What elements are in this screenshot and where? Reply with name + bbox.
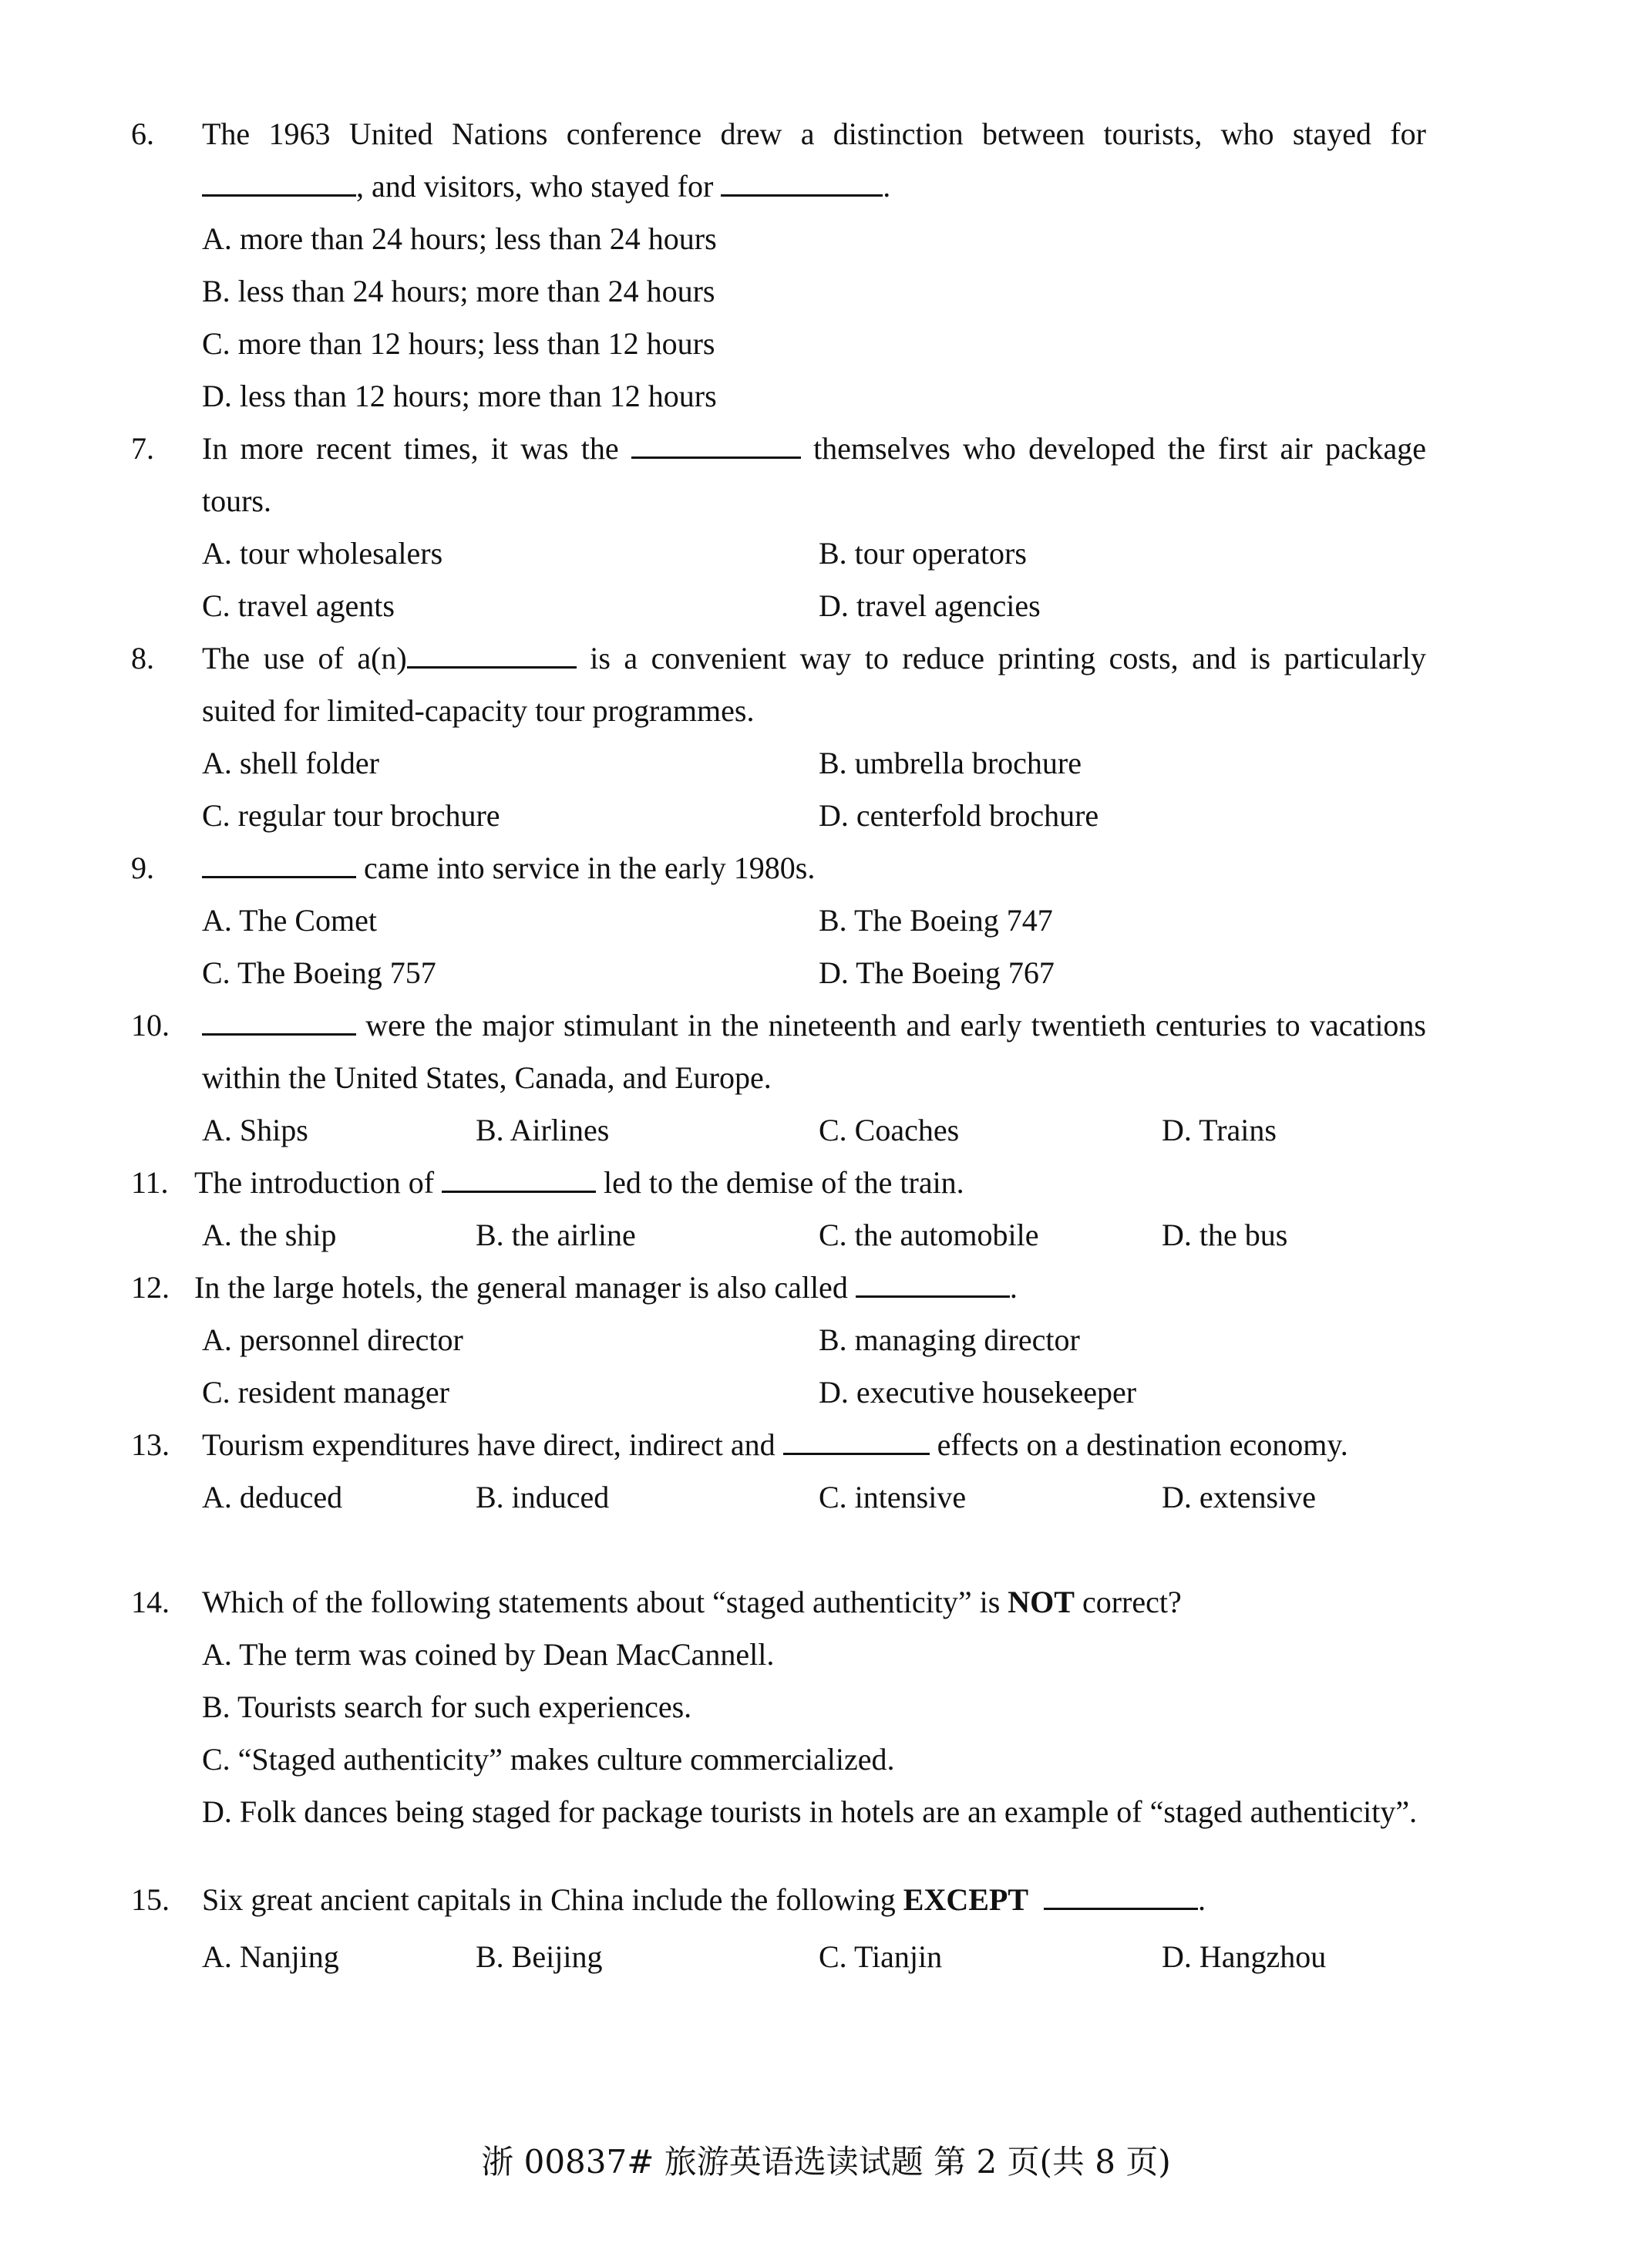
options: [202, 1471, 1426, 1524]
option-d: D. travel agencies: [819, 588, 1041, 623]
question-number: 11.: [131, 1165, 169, 1200]
answer-blank: [407, 643, 577, 669]
question-stem: The 1963 United Nations conference drew a distinction between tourists, who stayed for , and visitors, who stayed for .: [202, 116, 1426, 204]
option-b: B. Tourists search for such experiences.: [202, 1689, 692, 1724]
answer-blank: [783, 1430, 930, 1455]
question-stem: were the major stimulant in the nineteenth and early twentieth centuries to vacations within the United States, Canada, and Europe.: [202, 1008, 1426, 1095]
question-7: [131, 423, 1426, 632]
answer-blank: [856, 1272, 1010, 1298]
option-d: D. executive housekeeper: [819, 1375, 1137, 1410]
question-number: 13.: [131, 1427, 170, 1462]
option-d: D. Hangzhou: [1162, 1939, 1327, 1974]
option-a: A. The term was coined by Dean MacCannell.: [202, 1637, 775, 1672]
question-14: [131, 1576, 1426, 1838]
question-12: [131, 1262, 1426, 1419]
question-15: [131, 1874, 1426, 1983]
option-d: D. the bus: [1162, 1218, 1288, 1252]
options: [202, 1314, 1426, 1419]
option-a: A. Nanjing: [202, 1939, 339, 1974]
question-10: [131, 999, 1426, 1157]
option-c: C. Coaches: [819, 1113, 960, 1147]
option-a: A. shell folder: [202, 746, 379, 780]
answer-blank: [721, 171, 883, 197]
option-c: C. resident manager: [202, 1375, 449, 1410]
question-9: [131, 842, 1426, 999]
option-d: D. extensive: [1162, 1480, 1316, 1514]
question-number: 14.: [131, 1585, 170, 1619]
answer-blank: [442, 1167, 596, 1193]
option-c: C. regular tour brochure: [202, 798, 500, 833]
question-stem: The use of a(n) is a convenient way to reduce printing costs, and is particularly suited for limited-capacity tour programmes.: [202, 641, 1426, 728]
option-b: B. less than 24 hours; more than 24 hours: [202, 274, 715, 308]
option-b: B. The Boeing 747: [819, 903, 1053, 938]
option-b: B. tour operators: [819, 536, 1027, 571]
options: [202, 1931, 1426, 1983]
option-d: D. Trains: [1162, 1113, 1277, 1147]
option-c: C. travel agents: [202, 588, 395, 623]
answer-blank: [631, 433, 801, 459]
question-number: 8.: [131, 641, 154, 675]
question-number: 15.: [131, 1882, 170, 1917]
option-d: D. The Boeing 767: [819, 955, 1055, 990]
question-stem: came into service in the early 1980s.: [202, 842, 1426, 894]
question-stem: In more recent times, it was the themselves who developed the first air package tours.: [202, 431, 1426, 518]
option-d: D. Folk dances being staged for package tourists in hotels are an example of “staged authenticity”.: [202, 1794, 1418, 1829]
question-number: 12.: [131, 1270, 170, 1305]
question-stem: Tourism expenditures have direct, indirect and effects on a destination economy.: [202, 1427, 1348, 1462]
options: [202, 1209, 1426, 1262]
option-c: C. intensive: [819, 1480, 967, 1514]
answer-blank: [202, 1010, 356, 1036]
options: [202, 894, 1426, 999]
answer-blank: [202, 853, 356, 878]
options: [202, 1104, 1426, 1157]
question-number: 9.: [131, 851, 154, 885]
option-a: A. The Comet: [202, 903, 378, 938]
question-13: [131, 1419, 1426, 1524]
option-b: B. umbrella brochure: [819, 746, 1082, 780]
option-a: A. more than 24 hours; less than 24 hours: [202, 221, 717, 256]
option-a: A. personnel director: [202, 1322, 463, 1357]
options: [202, 527, 1426, 632]
option-b: B. the airline: [476, 1218, 636, 1252]
question-number: 6.: [131, 116, 154, 151]
option-a: A. deduced: [202, 1480, 343, 1514]
page-footer: 浙 00837# 旅游英语选读试题 第 2 页(共 8 页): [481, 2143, 1171, 2181]
option-b: B. Airlines: [476, 1113, 610, 1147]
option-c: C. the automobile: [819, 1218, 1039, 1252]
question-stem: The introduction of led to the demise of the train.: [194, 1165, 964, 1200]
option-b: B. Beijing: [476, 1939, 603, 1974]
option-c: C. more than 12 hours; less than 12 hours: [202, 326, 715, 361]
option-d: D. less than 12 hours; more than 12 hours: [202, 379, 717, 413]
question-11: [131, 1157, 1426, 1262]
answer-blank: [202, 171, 356, 197]
answer-blank: [1044, 1885, 1198, 1910]
question-stem: Six great ancient capitals in China include the following EXCEPT .: [202, 1882, 1206, 1917]
option-c: C. The Boeing 757: [202, 955, 436, 990]
question-number: 7.: [131, 431, 154, 466]
option-c: C. Tianjin: [819, 1939, 943, 1974]
option-c: C. “Staged authenticity” makes culture commercialized.: [202, 1742, 895, 1777]
question-stem: In the large hotels, the general manager is also called .: [194, 1270, 1018, 1305]
option-b: B. induced: [476, 1480, 610, 1514]
option-d: D. centerfold brochure: [819, 798, 1099, 833]
option-b: B. managing director: [819, 1322, 1080, 1357]
option-a: A. tour wholesalers: [202, 536, 443, 571]
question-6: [131, 108, 1426, 423]
question-number: 10.: [131, 1008, 170, 1043]
question-stem: Which of the following statements about “staged authenticity” is NOT correct?: [202, 1585, 1182, 1619]
option-a: A. Ships: [202, 1113, 308, 1147]
question-8: [131, 632, 1426, 842]
options: [202, 737, 1426, 842]
option-a: A. the ship: [202, 1218, 337, 1252]
